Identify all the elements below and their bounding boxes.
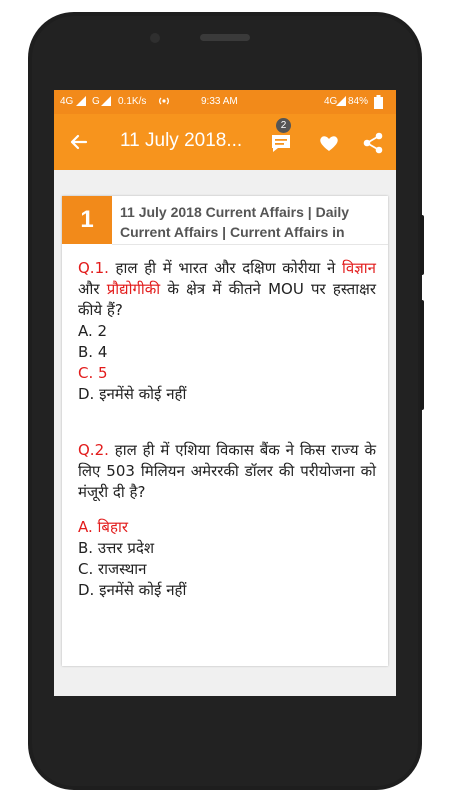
option: C. राजस्थान (78, 560, 147, 578)
volume-button (420, 300, 424, 410)
option: A. 2 (78, 322, 108, 340)
correct-option: C. 5 (78, 364, 108, 382)
highlight-word: विज्ञान (341, 259, 376, 277)
card-title[interactable] (120, 202, 382, 242)
question-2-text (78, 440, 376, 503)
highlight-word: प्रौद्योगीकी (106, 280, 161, 298)
question-1-text-part: हाल ही में भारत और दक्षिण कोरीया ने (108, 259, 342, 277)
question-1-text-part: और (78, 280, 107, 298)
network-speed: 0.1K/s (118, 96, 147, 107)
comment-icon (268, 130, 294, 156)
favorite-button[interactable] (316, 130, 342, 156)
app-bar (54, 114, 396, 170)
card-title-line2: Current Affairs | Current Affairs in (120, 224, 345, 240)
signal-icon-2 (101, 96, 111, 106)
status-bar (54, 90, 396, 114)
option: D. इनमेंसे कोई नहीं (78, 581, 187, 599)
power-button (420, 215, 424, 275)
battery-percent: 84% (348, 96, 369, 107)
battery-icon (374, 95, 383, 109)
option: B. उत्तर प्रदेश (78, 539, 155, 557)
back-button[interactable] (64, 128, 94, 156)
question-1-text (78, 258, 376, 321)
question-1-number: Q.1. (78, 259, 109, 277)
clock: 9:33 AM (201, 96, 238, 107)
network-indicator-right: 4G (324, 96, 338, 107)
hotspot-icon (158, 96, 170, 106)
correct-option: A. बिहार (78, 518, 128, 536)
card-number: 1 (62, 196, 112, 244)
front-camera (150, 33, 160, 43)
question-1-text-part: के क्षेत्र में कीतने MOU पर हस्ताक्षर कीये हैं? (78, 280, 376, 319)
card-title-line1: 11 July 2018 Current Affairs | Daily (120, 204, 350, 220)
question-2-number: Q.2. (78, 441, 109, 459)
heart-icon (316, 130, 342, 156)
option: B. 4 (78, 343, 108, 361)
quiz-card (62, 196, 388, 666)
question-2-text-part: हाल ही में एशिया विकास बैंक ने किस राज्य के लिए 503 मिलियन अमेररकी डॉलर की परीयोजना को मंजूरी दी है? (78, 441, 376, 501)
network-indicator-left: 4G (60, 96, 74, 107)
question-2 (78, 440, 376, 601)
earpiece-speaker (200, 34, 250, 41)
comments-button[interactable] (268, 130, 294, 156)
screen (54, 90, 396, 696)
comment-count-badge: 2 (276, 118, 291, 133)
page-title: 11 July 2018... (120, 130, 243, 151)
network-indicator-mid: G (92, 96, 100, 107)
share-button[interactable] (360, 130, 386, 156)
content-area[interactable] (54, 170, 396, 696)
divider (112, 244, 388, 245)
share-icon (360, 130, 386, 156)
back-arrow-icon (64, 128, 94, 156)
option: D. इनमेंसे कोई नहीं (78, 385, 187, 403)
question-1 (78, 258, 376, 405)
signal-icon (76, 96, 86, 106)
signal-icon-3 (336, 96, 346, 106)
